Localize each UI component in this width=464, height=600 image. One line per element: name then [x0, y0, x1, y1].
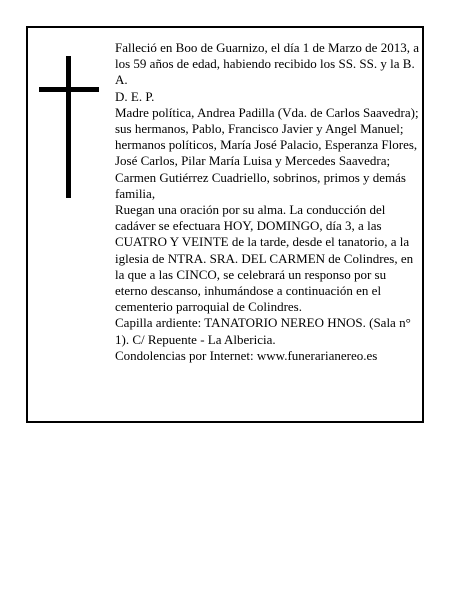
dep-line: D. E. P. [115, 88, 155, 104]
cross-vertical-bar [66, 56, 71, 198]
death-announcement: Falleció en Boo de Guarnizo, el día 1 de Marzo de 2013, a los 59 años de edad, habiendo recibido los SS. SS. y la B. A. [115, 40, 419, 88]
funeral-details: Ruegan una oración por su alma. La conducción del cadáver se efectuara HOY, DOMINGO, día 3, a las CUATRO Y VEINTE de la tarde, desde el tanatorio, a la iglesia de NTRA. SRA. DEL CARMEN de Colindres, en la que a las CINCO, se celebrará un responso por su eterno descanso, inhumándose a continuación en el cementerio parroquial de Colindres. [115, 202, 414, 315]
family-list: Madre política, Andrea Padilla (Vda. de Carlos Saavedra); sus hermanos, Pablo, Francisco Javier y Angel Manuel; hermanos políticos, María José Palacio, Esperanza Flores, José Carlos, Pilar María Luisa y Mercedes Saavedra; Carmen Gutiérrez Cuadriello, sobrinos, primos y demás familia, [115, 104, 419, 201]
cross-icon [39, 56, 99, 198]
condolences-line: Condolencias por Internet: www.funerarianereo.es [115, 347, 378, 363]
notice-text [115, 40, 421, 364]
cross-horizontal-bar [39, 87, 99, 92]
obituary-notice [26, 26, 424, 423]
chapel-info: Capilla ardiente: TANATORIO NEREO HNOS. (Sala n° 1). C/ Repuente - La Albericia. [115, 315, 411, 347]
